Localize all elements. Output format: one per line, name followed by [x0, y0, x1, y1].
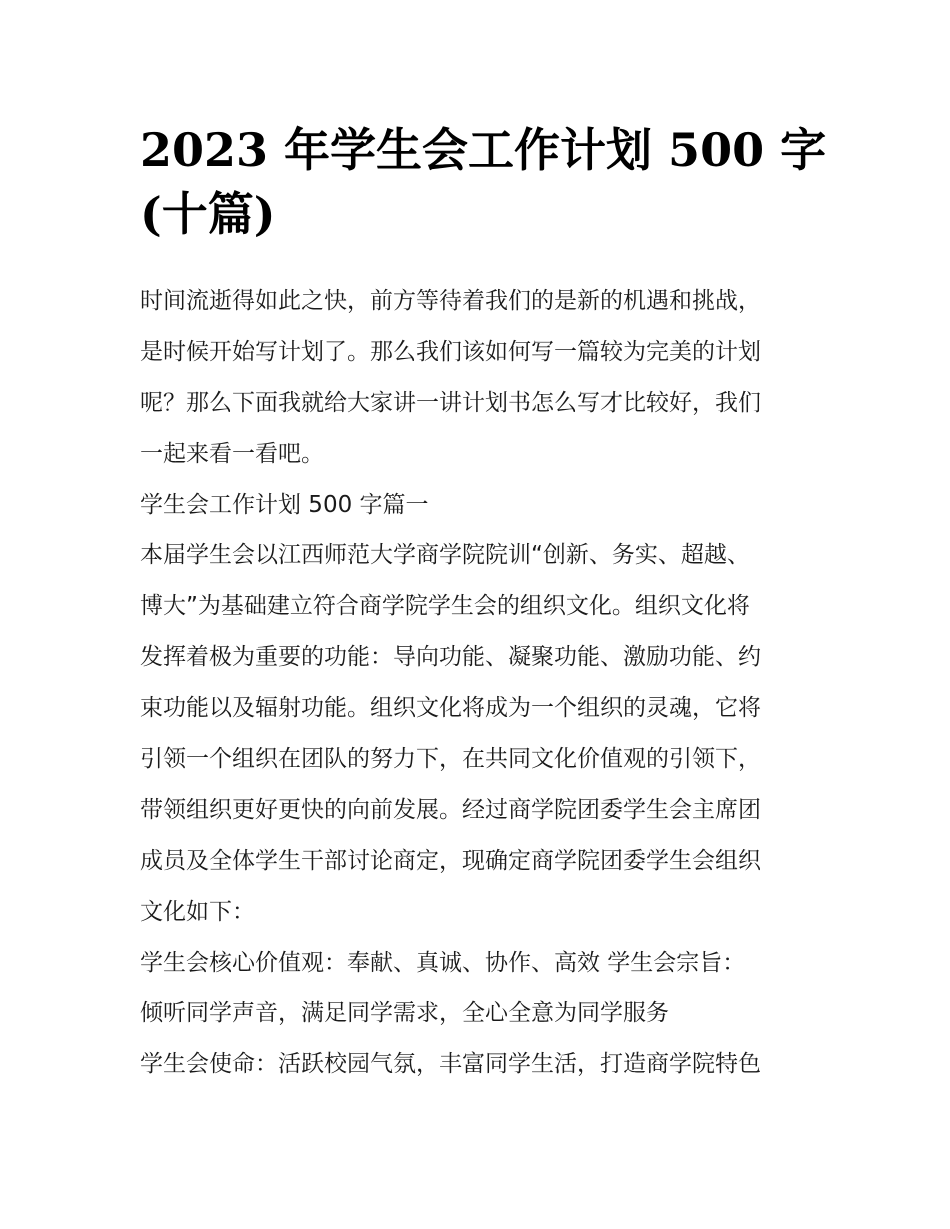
title-line: 2023 年学生会工作计划 500 字	[140, 123, 827, 177]
paragraph-line: 束功能以及辐射功能。组织文化将成为一个组织的灵魂，它将	[140, 695, 761, 722]
purpose-line: 倾听同学声音，满足同学需求，全心全意为同学服务	[140, 1000, 669, 1027]
document-title	[140, 118, 827, 246]
paragraph-line: 本届学生会以江西师范大学商学院院训“创新、务实、超越、	[140, 542, 750, 569]
paragraph-line: 博大”为基础建立符合商学院学生会的组织文化。组织文化将	[140, 593, 750, 620]
section-heading: 学生会工作计划 500 字篇一	[140, 491, 429, 518]
intro-paragraph-line: 是时候开始写计划了。那么我们该如何写一篇较为完美的计划	[140, 338, 761, 365]
intro-paragraph-line: 一起来看一看吧。	[140, 440, 324, 467]
paragraph-line: 成员及全体学生干部讨论商定，现确定商学院团委学生会组织	[140, 847, 761, 874]
title-line: (十篇)	[140, 187, 276, 241]
paragraph-line: 发挥着极为重要的功能：导向功能、凝聚功能、激励功能、约	[140, 644, 761, 671]
mission-line: 学生会使命：活跃校园气氛，丰富同学生活，打造商学院特色	[140, 1051, 761, 1078]
intro-paragraph-line: 时间流逝得如此之快，前方等待着我们的是新的机遇和挑战，	[140, 288, 761, 314]
values-line: 学生会核心价值观：奉献、真诚、协作、高效 学生会宗旨：	[140, 949, 746, 976]
document-body	[140, 276, 830, 1090]
paragraph-line: 引领一个组织在团队的努力下，在共同文化价值观的引领下，	[140, 746, 761, 773]
intro-paragraph-line: 呢？那么下面我就给大家讲一讲计划书怎么写才比较好，我们	[140, 389, 761, 416]
paragraph-line: 文化如下：	[140, 898, 255, 925]
paragraph-line: 带领组织更好更快的向前发展。经过商学院团委学生会主席团	[140, 796, 761, 823]
